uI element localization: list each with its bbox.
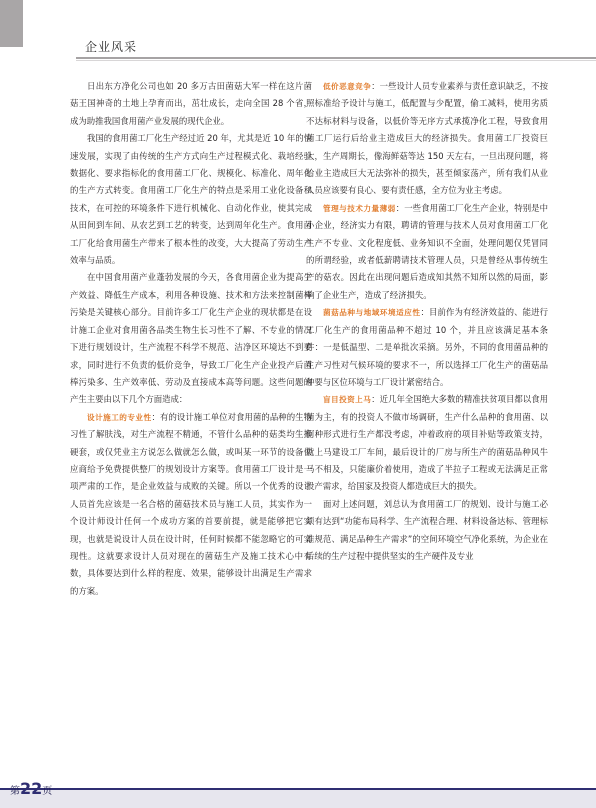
paragraph-body: ：一些食用菌工厂化生产企业，特别是中小企业，经济实力有限，聘请的管理与技术人员对食用菌工厂化生产不专业、文化程度低、业务知识不全面，处理问题仅凭冒同的所谓经验，或者低薪聘请技术管理人员，只是曾经从事传统生产的菇农。因此在出现问题后造成知其然不知所以然的局面，影响了企业生产，造成了经济损失。	[306, 202, 549, 300]
right-column	[306, 78, 548, 565]
page-prefix: 第	[10, 786, 20, 797]
paragraph	[306, 200, 548, 304]
paragraph: 在中国食用菌产业蓬勃发展的今天，各食用菌企业为提高生产效益、降低生产成本，利用各种设施、技术和方法来控制菌棒污染是关键核心部分。目前许多工厂化生产企业的现状都是在设计施工企业对食用菌各品类生物生长习性不了解、不专业的情况下进行规划设计，生产流程不科学不规范、洁净区环境达不到要求，同时进行不负责的低价竞争，导致工厂化生产企业投产后菌棒污染多、生产效率低、劳动及直接成本高等问题。这些问题的产生主要由以下几个方面造成：	[70, 272, 312, 405]
paragraph-body: ：一些设计人员专业素养与责任意识缺乏，不按照标准给予设计与施工，低配置与少配置，偷工减料，使用劣质不达标材料与设备，以低价等无序方式承揽净化工程，导致食用菌工厂运行后给业主造成巨大的经济损失。食用菌工厂投资巨大，生产周期长，像海鲜菇等达 150 天左右，一旦出现问题，将给业主造成巨大无法弥补的损失，甚至倾家荡产，所有我们从业人员应该要有良心、要有责任感，全方位为业主考虑。	[306, 81, 548, 196]
section-title: 企业风采	[85, 40, 138, 54]
page-number	[10, 779, 52, 798]
header-rule-thin	[76, 60, 596, 61]
subheading: 管理与技术力量薄弱	[323, 203, 396, 213]
paragraph: 日出东方净化公司也如 20 多万古田菌菇大军一样在这片菌菇王国神奇的土地上孕育而出，茁壮成长，走向全国 28 个省，成为助推我国食用菌产业发展的现代企业。	[70, 81, 312, 126]
paragraph-body: ：有的设计施工单位对食用菌的品种的生物习性了解肤浅，对生产流程不精通，不管什么品种的菇类均生搬硬套，或仅凭业主方说怎么做就怎么做，或叫某一环节的设备供应商给予免费提供整厂的规划设计方案等。食用菌工厂设计是一项严肃的工作，是企业效益与成败的关键。所以一个优秀的设计人员首先应该是一名合格的菌菇技术员与施工人员，其实作为一个设计师设计任何一个成功方案的首要前提，就是能够把它实现，也就是说设计人员在设计时，任何时候都不能忽略它的可实现性。这就要求设计人员对现在的菌菇生产及施工技术心中有数，具体要达到什么样的程度、效果，能够设计出满足生产需求的方案。	[70, 411, 313, 596]
paragraph-body: ：近几年全国绝大多数的精准扶贫项目都以食用菌为主，有的投资人不做市场调研，生产什么品种的食用菌、以何种形式进行生产都没考虑，冲着政府的项目补贴等政策支持，就上马建设工厂车间，最后设计的厂房与所生产的菌菇品种风牛马不相及，只能廉价着使用，造成了半拉子工程或无法满足正常投产需求，给国家及投资人都造成巨大的损失。	[306, 394, 548, 492]
subheading: 设计施工的专业性	[87, 412, 152, 422]
paragraph	[306, 391, 548, 495]
page-number-value: 22	[20, 779, 43, 798]
corner-tab	[0, 0, 23, 47]
paragraph: 面对上述问题，刘总认为食用菌工厂的规划、设计与施工必须有达到“功能布局科学、生产流程合理、材料设备达标、管理标准规范、满足品种生产需求”的空间环境空气净化系统，为企业在后续的生产过程中提供坚实的生产硬件及专业	[306, 498, 548, 561]
header-rule	[76, 57, 596, 59]
paragraph	[70, 409, 312, 600]
page-suffix: 页	[42, 786, 53, 797]
paragraph	[306, 78, 548, 200]
footer-band	[0, 790, 596, 808]
paragraph: 我国的食用菌工厂化生产经过近 20 年，尤其是近 10 年的快速发展，实现了由传统的生产方式向生产过程模式化、栽培经验数据化、要求指标化的食用菌工厂化、规模化、标准化、周年化的生产方式转变。食用菌工厂化生产的特点是采用工业化设备和技术，在可控的环境条件下进行机械化、自动化作业，使其完成从田间到车间、从农艺到工艺的转变，达到周年化生产。食用菌工厂化给食用菌生产带来了根本性的改变，大大提高了劳动生产效率与品质。	[70, 133, 312, 266]
left-column	[70, 78, 312, 600]
subheading: 菌菇品种与地域环境适应性	[323, 308, 421, 318]
subheading: 盲目投资上马	[323, 395, 372, 405]
paragraph	[306, 304, 548, 391]
subheading: 低价恶意竞争	[323, 82, 372, 91]
paragraph-body: ：目前作为有经济效益的、能进行工厂化生产的食用菌品种不超过 10 个，并且应该满足基本条件：一是低温型、二是单批次采摘。另外，不同的食用菌品种的生产习性对气候环境的要求不一，所以选择工厂化生产的菌菇品种要与区位环境与工厂设计紧密结合。	[306, 307, 548, 387]
